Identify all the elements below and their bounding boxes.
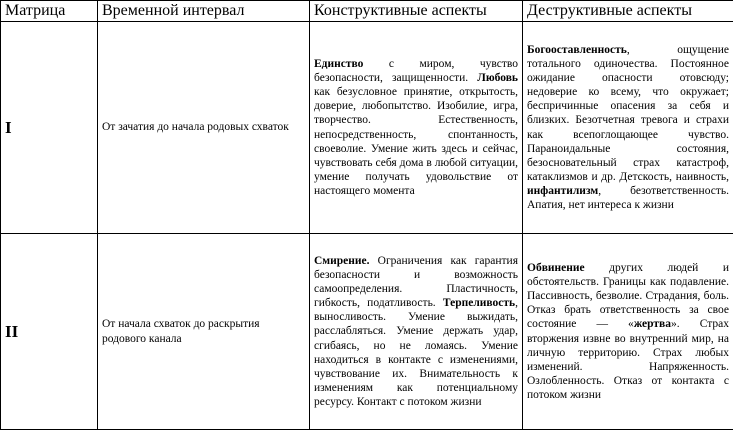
header-interval: Временной интервал — [98, 1, 310, 22]
aspect-text: , выносливость. Умение выжидать, расслабляться. Умение держать удар, сгибаясь, но не ломаясь. Умение находиться в контакте с изменениями, чувствование их. Внимательность к изменениям как потенциальному ресурсу. Контакт с потоком жизни — [314, 297, 518, 408]
header-matrix: Матрица — [1, 1, 98, 22]
key-term: Смирение. — [314, 255, 370, 267]
aspect-text: , ощущение тотального одиночества. Постоянное ожидание опасности отовсюду; недоверие ко всему, что окружает; беспричинные опасения за себя и близких. Безотчетная тревога и страхи как всепоглощающее чувство. Параноидальные состояния, безосновательный страх катастроф, катаклизмов и др. Детскость, наивность, — [527, 44, 729, 183]
key-term: Любовь — [477, 72, 518, 84]
destructive-aspects — [523, 22, 733, 234]
aspect-text: , безответственность. Апатия, нет интереса к жизни — [527, 185, 729, 211]
time-interval: От зачатия до начала родовых схваток — [98, 22, 310, 234]
matrix-number: II — [1, 234, 98, 430]
constructive-aspects — [310, 234, 523, 430]
header-constructive: Конструктивные аспекты — [310, 1, 523, 22]
time-interval: От начала схваток до раскрытия родового канала — [98, 234, 310, 430]
key-term: Обвинение — [527, 262, 585, 274]
key-term: жертва — [634, 318, 671, 330]
constructive-aspects — [310, 22, 523, 234]
key-term: Богооставленность — [527, 44, 627, 56]
aspect-text: ». Страх вторжения извне во внутренний мир, на личную территорию. Страх любых изменений. Напряженность. Озлобленность. Отказ от контакта с потоком жизни — [527, 318, 729, 400]
key-term: Терпеливость — [443, 297, 515, 309]
aspect-text: с миром, чувство безопасности, защищенности. — [314, 58, 518, 84]
key-term: инфантилизм — [527, 185, 598, 197]
table-row-matrix-1 — [1, 22, 733, 234]
header-destructive: Деструктивные аспекты — [523, 1, 733, 22]
table-row-matrix-2 — [1, 234, 733, 430]
aspect-text: Ограничения как гарантия безопасности и возможность самоопределения. Пластичность, гибкость, податливость. — [314, 255, 518, 309]
matrix-number: I — [1, 22, 98, 234]
aspect-text: других людей и обстоятельств. Границы как подавление. Пассивность, безволие. Страдания, боль. Отказ брать ответственность за свое состояние — « — [527, 262, 729, 330]
aspect-text: как безусловное принятие, открытость, доверие, любопытство. Изобилие, игра, творчество. Естественность, непосредственность, спонтанность, своеволие. Умение жить здесь и сейчас, чувствовать себя дома в любой ситуации, умение получать удовольствие от настоящего момента — [314, 86, 518, 197]
destructive-aspects — [523, 234, 733, 430]
key-term: Единство — [314, 58, 363, 70]
header-row — [1, 1, 733, 22]
